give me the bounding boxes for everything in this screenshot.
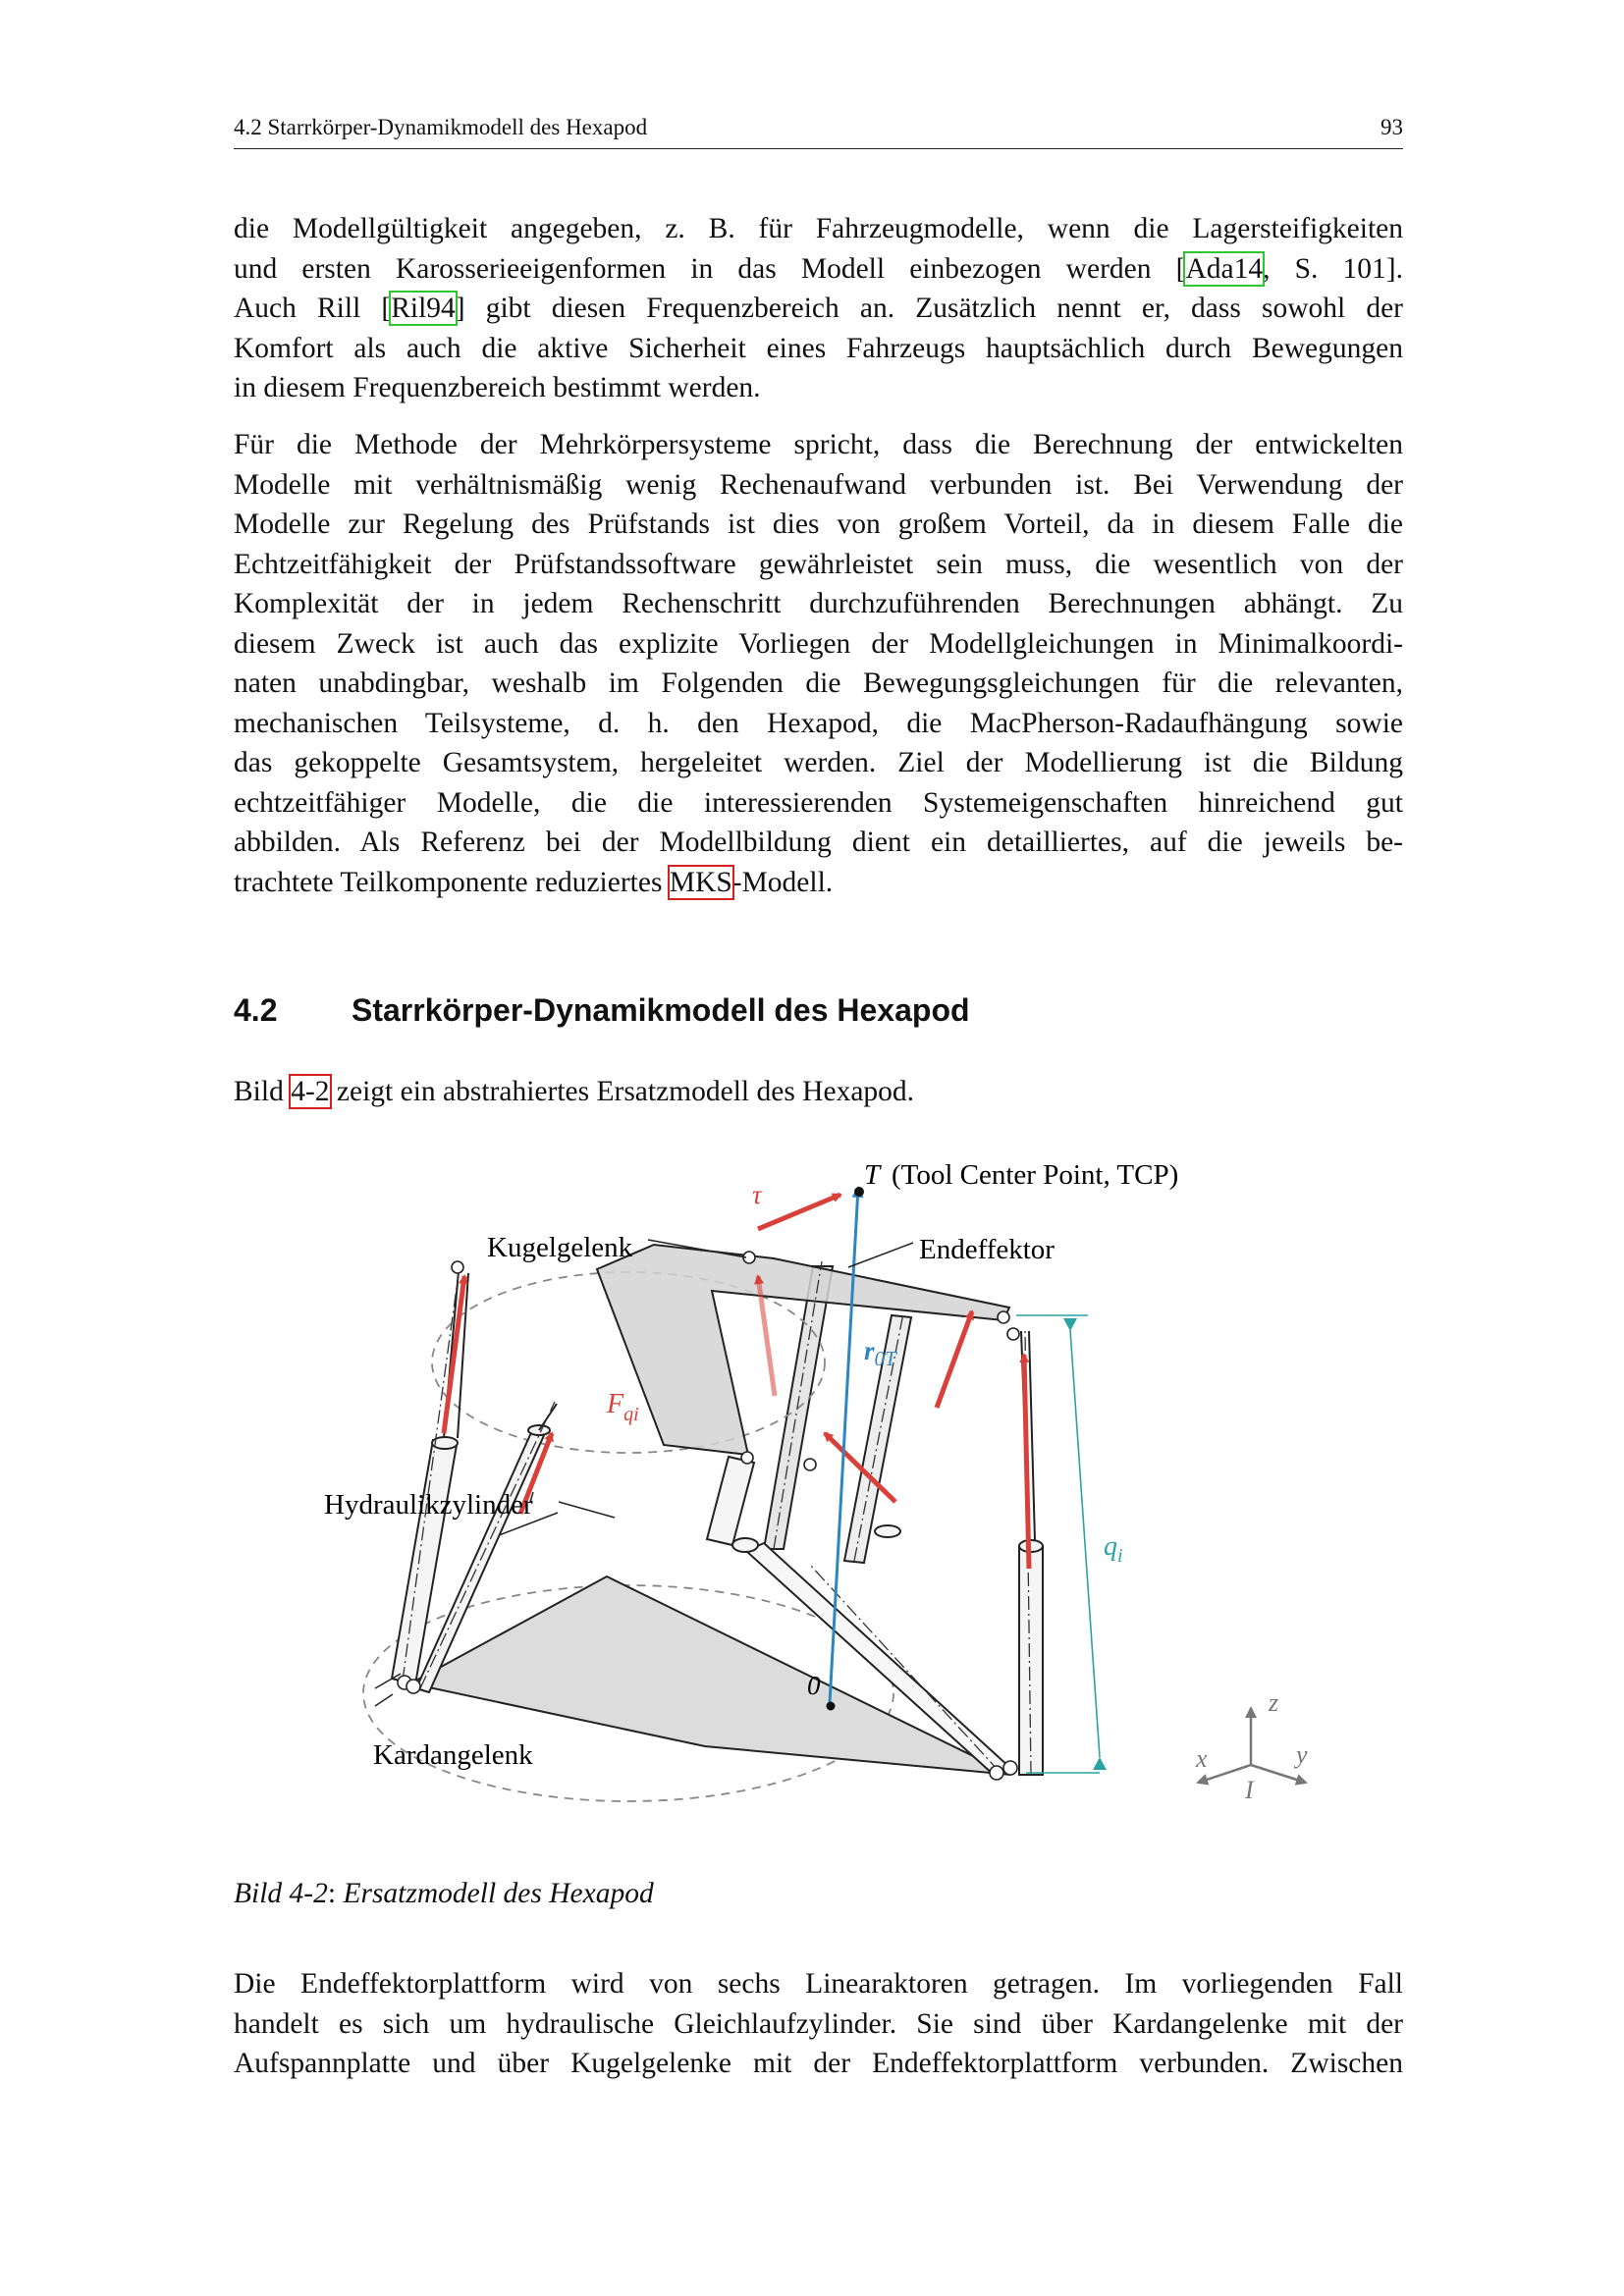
caption-text: Ersatzmodell des Hexapod <box>336 1878 654 1909</box>
citation-link-ril94[interactable]: Ril94 <box>391 293 456 324</box>
figure-caption: Bild 4-2: Ersatzmodell des Hexapod <box>234 1878 654 1909</box>
text-line: Aufspannplatte und über Kugelgelenke mit der Endeffektorplattform verbunden. Zwischen <box>234 2048 1403 2079</box>
dimension-arrowhead-top <box>1063 1318 1077 1331</box>
text-line: Modelle zur Regelung des Prüfstands ist dies von großem Vorteil, da in diesem Falle die <box>234 508 1403 540</box>
label-T: T <box>864 1159 881 1191</box>
label-hydraulikzylinder: Hydraulikzylinder <box>324 1489 533 1521</box>
hexapod-figure <box>295 1139 1335 1865</box>
coordinate-frame <box>1198 1708 1306 1783</box>
origin-point <box>827 1702 836 1711</box>
text-line: naten unabdingbar, weshalb im Folgenden die Bewegungsgleichungen für die relevanten, <box>234 667 1403 699</box>
label-tcp: (Tool Center Point, TCP) <box>892 1159 1179 1191</box>
paragraph-2 <box>234 425 1403 902</box>
text-line: Komfort als auch die aktive Sicherheit eines Fahrzeugs hauptsächlich durch Bewegungen <box>234 332 1403 364</box>
torque-arrow <box>758 1195 840 1229</box>
label-origin: 0 <box>807 1671 821 1700</box>
label-y-axis: y <box>1296 1740 1308 1769</box>
tcp-point <box>854 1187 864 1197</box>
text-line: in diesem Frequenzbereich bestimmt werden. <box>234 372 761 403</box>
label-endeffektor: Endeffektor <box>919 1234 1055 1265</box>
dimension-arrowhead-bottom <box>1093 1757 1107 1770</box>
figure-ref-link[interactable]: 4-2 <box>291 1076 330 1107</box>
text-line: trachtete Teilkomponente reduziertes MKS-Modell. <box>234 866 834 898</box>
section-title: Starrkörper-Dynamikmodell des Hexapod <box>352 992 970 1028</box>
label-tau: τ <box>752 1180 762 1209</box>
text-line: das gekoppelte Gesamtsystem, hergeleitet werden. Ziel der Modellierung ist die Bildung <box>234 747 1403 778</box>
label-I-frame: I <box>1245 1776 1254 1804</box>
text-line: Die Endeffektorplattform wird von sechs Linearaktoren getragen. Im vorliegenden Fall <box>234 1968 1403 2000</box>
text-line: die Modellgültigkeit angegeben, z. B. für Fahrzeugmodelle, wenn die Lagersteifigkeiten <box>234 213 1403 244</box>
label-x-axis: x <box>1196 1744 1208 1773</box>
running-title: 4.2 Starrkörper-Dynamikmodell des Hexapod <box>234 115 648 139</box>
running-header <box>234 111 1403 149</box>
text-line: mechanischen Teilsysteme, d. h. den Hexapod, die MacPherson-Radaufhängung sowie <box>234 707 1403 739</box>
figure-intro <box>234 1072 1403 1112</box>
glossary-link-mks[interactable]: MKS <box>669 866 732 898</box>
label-qi: $q_i$ <box>1104 1531 1123 1567</box>
paragraph-3 <box>234 1964 1403 2084</box>
label-Fqi: $F_{qi}$ <box>607 1389 639 1425</box>
text-line: diesem Zweck ist auch das explizite Vorliegen der Modellgleichungen in Minimalkoordi- <box>234 627 1403 660</box>
text-line: Bild 4-2 zeigt ein abstrahiertes Ersatzmodell des Hexapod. <box>234 1076 915 1107</box>
page-number: 93 <box>1380 115 1403 139</box>
text-line: echtzeitfähiger Modelle, die die interessierenden Systemeigenschaften hinreichend gut <box>234 786 1403 819</box>
section-number: 4.2 <box>234 992 278 1028</box>
label-kugelgelenk: Kugelgelenk <box>487 1232 633 1263</box>
text-line: handelt es sich um hydraulische Gleichlaufzylinder. Sie sind über Kardangelenke mit der <box>234 2007 1403 2040</box>
text-line: und ersten Karosserieeigenformen in das Modell einbezogen werden [Ada14, S. 101]. <box>234 252 1403 285</box>
text-line: Auch Rill [Ril94] gibt diesen Frequenzbereich an. Zusätzlich nennt er, dass sowohl der <box>234 293 1403 324</box>
label-r0T: $r_{0T}$ <box>864 1336 896 1370</box>
section-heading <box>234 992 970 1029</box>
text-line: Echtzeitfähigkeit der Prüfstandssoftware gewährleistet sein muss, die wesentlich von der <box>234 548 1403 580</box>
caption-number: Bild 4-2 <box>234 1878 328 1909</box>
label-z-axis: z <box>1269 1688 1279 1717</box>
text-line: Modelle mit verhältnismäßig wenig Rechenaufwand verbunden ist. Bei Verwendung der <box>234 468 1403 501</box>
actuator-legs-back <box>764 1266 911 1563</box>
citation-link-ada14[interactable]: Ada14 <box>1185 252 1264 285</box>
text-line: Für die Methode der Mehrkörpersysteme spricht, dass die Berechnung der entwickelten <box>234 429 1403 460</box>
paragraph-1 <box>234 209 1403 408</box>
text-line: abbilden. Als Referenz bei der Modellbildung dient ein detailliertes, auf die jeweils be- <box>234 827 1403 858</box>
text-line: Komplexität der in jedem Rechenschritt durchzuführenden Berechnungen abhängt. Zu <box>234 588 1403 619</box>
label-kardangelenk: Kardangelenk <box>373 1739 533 1771</box>
